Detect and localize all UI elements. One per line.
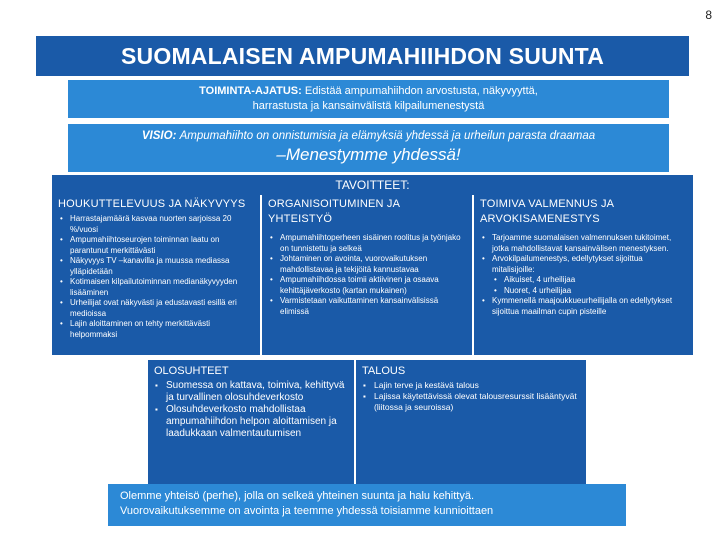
goal-column-visibility <box>52 195 260 355</box>
talous-heading: TALOUS <box>362 365 406 377</box>
bottom-line1: Olemme yhteisö (perhe), jolla on selkeä yhteinen suunta ja halu kehittyä. <box>120 490 475 502</box>
bottom-line2: Vuorovaikutuksemme on avointa ja teemme yhdessä toisiamme kunnioittaen <box>120 505 494 517</box>
list-item: • Varmistetaan vaikuttaminen kansainvälisissä elimissä <box>280 296 466 317</box>
list-item: ▪ Suomessa on kattava, toimiva, kehittyvä ja turvallinen olosuhdeverkosto <box>166 380 348 404</box>
goal-column-coaching <box>474 195 693 355</box>
visio-slogan: –Menestymme yhdessä! <box>276 145 461 164</box>
list-item: • Urheilijat ovat näkyvästi ja edustavasti esillä eri medioissa <box>70 298 254 319</box>
list-item: • Arvokilpailumenestys, edellytykset sijoittua mitalisijoille: <box>492 254 687 275</box>
olosuhteet-list <box>154 380 348 440</box>
list-item: • Kotimaisen kilpailutoiminnan medianäkyvyyden lisääminen <box>70 277 254 298</box>
visio-label: VISIO: <box>141 130 177 142</box>
column-heading: ORGANISOITUMINEN JA YHTEISTYÖ <box>268 198 400 225</box>
toiminta-label: TOIMINTA-AJATUS: <box>199 85 302 97</box>
talous-box <box>356 360 586 484</box>
goal-list <box>58 214 254 340</box>
column-heading: TOIMIVA VALMENNUS JA ARVOKISAMENESTYS <box>480 198 614 225</box>
list-item: • Tarjoamme suomalaisen valmennuksen tukitoimet, jotka mahdollistavat kansainvälisen menestyksen. <box>492 233 687 254</box>
goal-list <box>480 233 687 317</box>
list-item: • Ampumahiihdossa toimii aktiivinen ja osaava kehittäjäverkosto (kartan mukainen) <box>280 275 466 296</box>
list-subitem: • Aikuiset, 4 urheilijaa <box>492 275 687 286</box>
tavoitteet-title: TAVOITTEET: <box>52 175 693 195</box>
toiminta-ajatus-box <box>68 80 669 118</box>
olosuhteet-heading: OLOSUHTEET <box>154 365 229 377</box>
toiminta-text-line1: Edistää ampumahiihdon arvostusta, näkyvyyttä, <box>304 85 538 97</box>
list-item: • Harrastajamäärä kasvaa nuorten sarjoissa 20 %/vuosi <box>70 214 254 235</box>
list-item: • Lajin aloittaminen on tehty merkittävästi helpommaksi <box>70 319 254 340</box>
list-item: ▪ Lajissa käytettävissä olevat talousresurssit lisääntyvät (liitossa ja seuroissa) <box>374 391 580 413</box>
list-item: ▪ Olosuhdeverkosto mahdollistaa ampumahiihdon helpon aloittamisen ja laadukkaan valmentautumisen <box>166 404 348 440</box>
visio-box <box>68 124 669 172</box>
list-item: ▪ Lajin terve ja kestävä talous <box>374 380 580 391</box>
olosuhteet-box <box>148 360 354 484</box>
toiminta-text-line2: harrastusta ja kansainvälistä kilpailumenestystä <box>252 100 485 112</box>
list-item: • Näkyvyys TV –kanavilla ja muussa mediassa ylläpidetään <box>70 256 254 277</box>
visio-text: Ampumahiihto on onnistumisia ja elämyksiä yhdessä ja urheilun parasta draamaa <box>179 130 596 142</box>
talous-list <box>362 380 580 413</box>
goal-list <box>268 233 466 317</box>
list-item: • Ampumahiihtoperheen sisäinen roolitus ja työnjako on tunnistettu ja selkeä <box>280 233 466 254</box>
goal-column-organization <box>262 195 472 355</box>
bottom-statement <box>108 484 626 526</box>
page-number: 8 <box>705 8 712 22</box>
slide-title: SUOMALAISEN AMPUMAHIIHDON SUUNTA <box>36 36 689 76</box>
list-subitem: • Nuoret, 4 urheilijaa <box>492 286 687 297</box>
list-item: • Johtaminen on avointa, vuorovaikutuksen mahdollistavaa ja tekijöitä kannustavaa <box>280 254 466 275</box>
list-item: • Ampumahiihtoseurojen toiminnan laatu on parantunut merkittävästi <box>70 235 254 256</box>
column-heading: HOUKUTTELEVUUS JA NÄKYVYYS <box>58 198 246 210</box>
list-item: • Kymmenellä maajoukkueurheilijalla on edellytykset sijoittua maailman cupin pisteille <box>492 296 687 317</box>
